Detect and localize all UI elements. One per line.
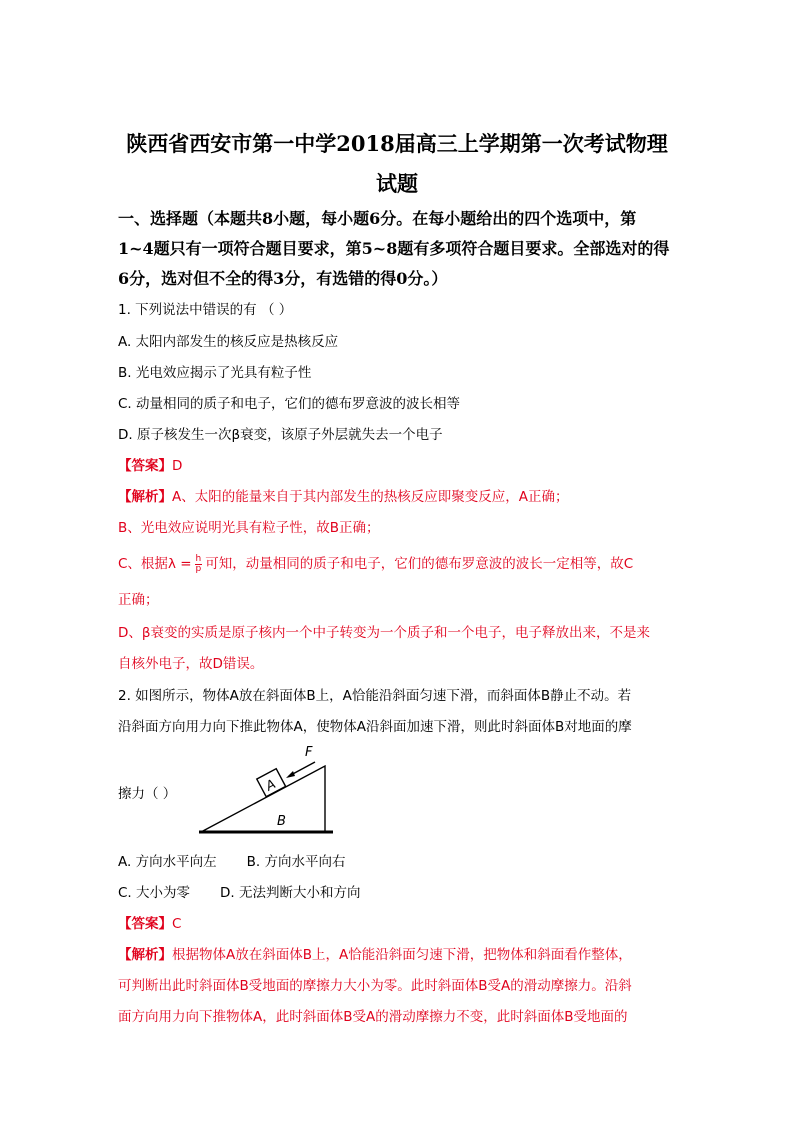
q1-analysis-line6: 自核外电子，故D错误。 [118,656,264,672]
q1-analysis-line1 [118,487,678,507]
q2-option-c: C. 大小为零 [118,885,191,901]
q2-option-a: A. 方向水平向左 [118,854,217,870]
force-arrow-head [286,771,295,778]
q1-analysis-line5: D、β衰变的实质是原子核内一个中子转变为一个质子和一个电子，电子释放出来，不是来 [118,625,651,641]
force-label-f: F [305,745,313,760]
q1-analysis-text-3b: 可知，动量相同的质子和电子，它们的德布罗意波的波长一定相等，故C [205,556,634,572]
q1-analysis-label: 【解析】 [118,489,172,505]
q2-stem-line1: 2. 如图所示，物体A放在斜面体B上，A恰能沿斜面匀速下滑，而斜面体B静止不动。若 [118,688,632,704]
q1-analysis-line3 [118,554,678,574]
block-a [257,769,286,797]
formula-numerator: h [195,553,202,564]
q1-answer-label: 【答案】 [118,458,172,474]
formula-denominator: p [195,563,202,574]
q2-options-line2 [118,883,678,903]
incline-label-b: B [277,814,286,829]
q1-option-d: D. 原子核发生一次β衰变，该原子外层就失去一个电子 [118,427,443,443]
section-heading-line1: 一、选择题（本题共8小题，每小题6分。在每小题给出的四个选项中，第 [118,209,637,228]
q2-answer [118,914,678,934]
q2-analysis-label: 【解析】 [118,947,172,963]
document-title-line1: 陕西省西安市第一中学2018届高三上学期第一次考试物理 [126,131,668,156]
q1-analysis-text-3a: C、根据 [118,556,168,572]
q2-answer-label: 【答案】 [118,916,172,932]
q1-answer [118,456,678,476]
formula-lambda: λ = [167,556,192,572]
q2-answer-value: C [172,916,182,932]
document-title-line2: 试题 [376,171,418,196]
q1-stem: 1. 下列说法中错误的有 （ ） [118,302,293,318]
q1-analysis-text-1: A、太阳的能量来自于其内部发生的热核反应即聚变反应，A正确； [172,489,569,505]
q1-analysis-line2: B、光电效应说明光具有粒子性，故B正确； [118,520,380,536]
incline-figure [195,742,340,840]
block-a-label: A [263,776,279,795]
q1-option-b: B. 光电效应揭示了光具有粒子性 [118,365,312,381]
q2-options-line1 [118,852,678,872]
q2-stem-line2: 沿斜面方向用力向下推此物体A，使物体A沿斜面加速下滑，则此时斜面体B对地面的摩 [118,719,632,735]
section-heading-line3: 6分，选对但不全的得3分，有选错的得0分。） [118,269,448,288]
q2-analysis-line1 [118,945,678,965]
q1-option-c: C. 动量相同的质子和电子，它们的德布罗意波的波长相等 [118,396,461,412]
q1-answer-value: D [172,458,183,474]
q2-analysis-text-1: 根据物体A放在斜面体B上，A恰能沿斜面匀速下滑，把物体和斜面看作整体， [172,947,632,963]
q2-stem-line3: 擦力（ ） [118,786,177,802]
q2-analysis-line3: 面方向用力向下推物体A，此时斜面体B受A的滑动摩擦力不变，此时斜面体B受地面的 [118,1009,628,1025]
q2-analysis-line2: 可判断出此时斜面体B受地面的摩擦力大小为零。此时斜面体B受A的滑动摩擦力。沿斜 [118,978,632,994]
q1-analysis-line4: 正确； [118,592,159,608]
formula-fraction [195,555,203,574]
q1-option-a: A. 太阳内部发生的核反应是热核反应 [118,334,339,350]
q2-option-b: B. 方向水平向右 [246,854,346,870]
q2-option-d: D. 无法判断大小和方向 [220,885,361,901]
section-heading-line2: 1~4题只有一项符合题目要求，第5~8题有多项符合题目要求。全部选对的得 [118,239,670,258]
